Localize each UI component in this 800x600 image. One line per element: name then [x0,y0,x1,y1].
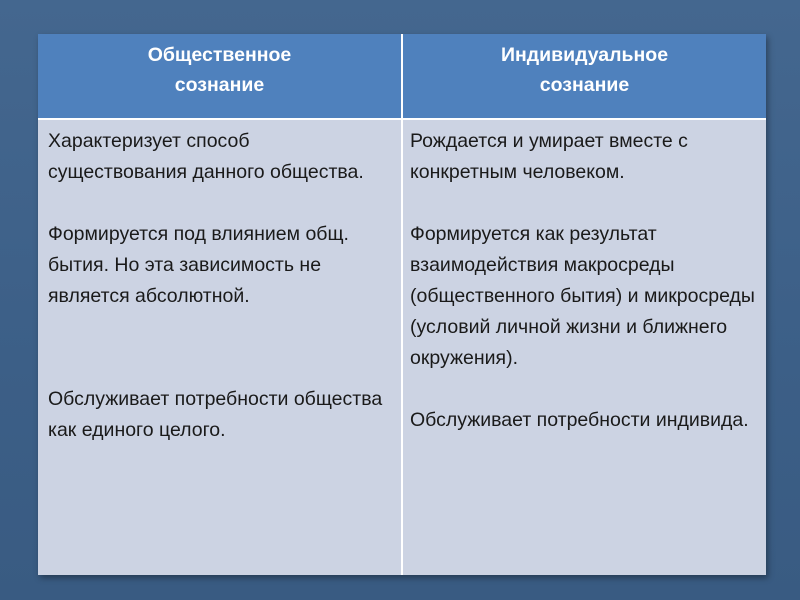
cell-individual-consciousness [403,120,766,575]
comparison-table [38,34,766,575]
right-paragraph-3: Обслуживает потребности индивида. [410,409,749,431]
left-paragraph-2: Формируется под влиянием общ. бытия. Но эта зависимость не является абсолютной. [48,223,349,307]
header-label: Общественное сознание [147,44,292,96]
header-label: Индивидуальное сознание [500,44,669,96]
left-paragraph-1: Характеризует способ существования данного общества. [48,130,364,183]
right-paragraph-2: Формируется как результат взаимодействия макросреды (общественного бытия) и микросреды (условий личной жизни и ближнего окружения). [410,223,755,369]
header-individual-consciousness [403,34,766,118]
right-paragraph-1: Рождается и умирает вместе с конкретным человеком. [410,130,688,183]
cell-social-consciousness [38,120,401,575]
left-paragraph-3: Обслуживает потребности общества как единого целого. [48,388,383,441]
header-social-consciousness [38,34,401,118]
